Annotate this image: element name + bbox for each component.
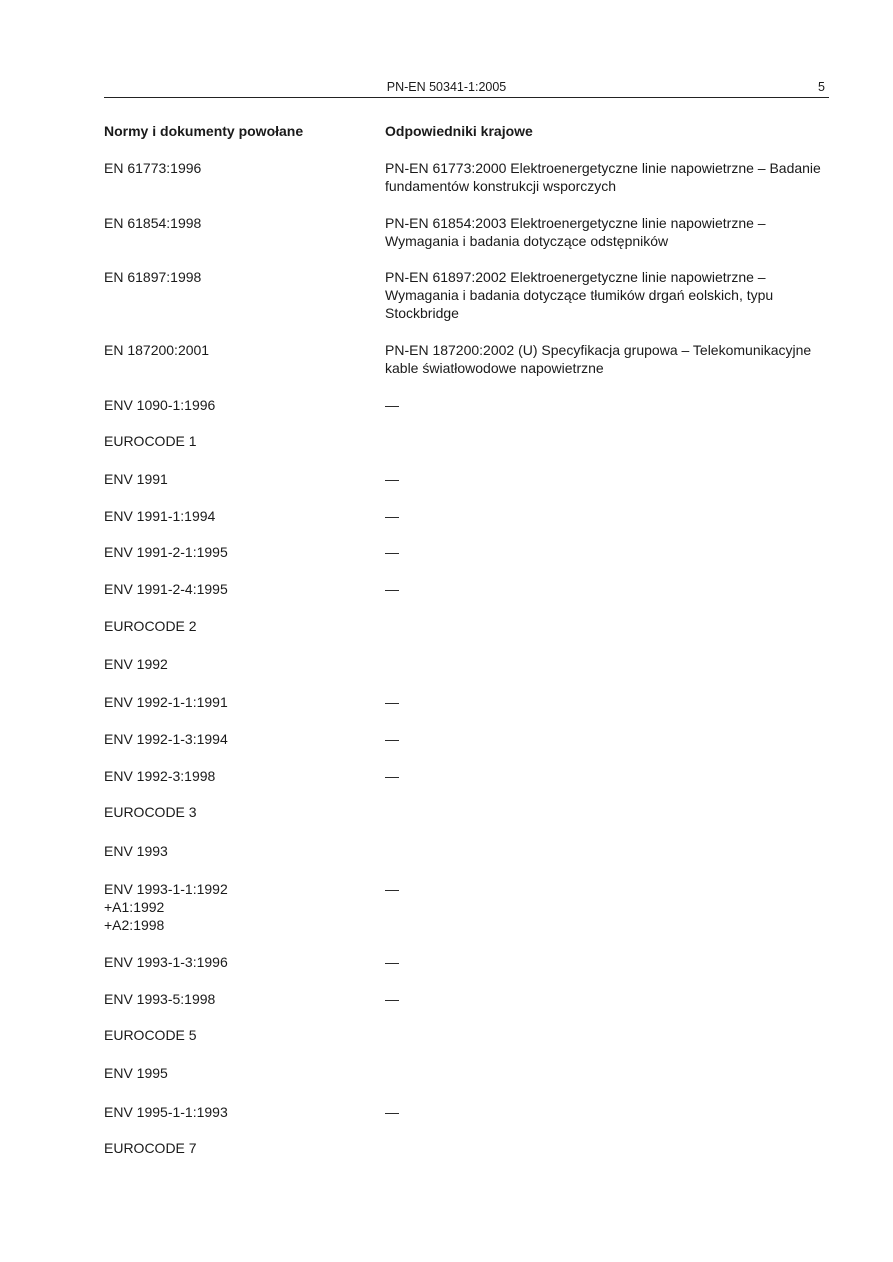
row-left-2: EN 61897:1998 <box>104 269 202 285</box>
row-right-8: — <box>385 544 399 560</box>
row-left-22: ENV 1995-1-1:1993 <box>104 1104 228 1120</box>
row-right-22: — <box>385 1104 399 1120</box>
row-left-17 <box>104 880 364 934</box>
row-left-23: EUROCODE 7 <box>104 1140 197 1156</box>
row-left-12: ENV 1992-1-1:1991 <box>104 694 228 710</box>
row-left-8: ENV 1991-2-1:1995 <box>104 544 228 560</box>
row-left-18: ENV 1993-1-3:1996 <box>104 954 228 970</box>
header-rule <box>104 97 829 98</box>
row-right-9: — <box>385 581 399 597</box>
row-left-10: EUROCODE 2 <box>104 618 197 634</box>
row-right-19: — <box>385 991 399 1007</box>
row-left-5: EUROCODE 1 <box>104 433 197 449</box>
column-header-right: Odpowiedniki krajowe <box>385 123 533 139</box>
row-left-1: EN 61854:1998 <box>104 215 202 231</box>
row-right-1: PN-EN 61854:2003 Elektroenergetyczne linie napowietrzne – Wymagania i badania dotyczące odstępników <box>385 215 766 249</box>
row-left-17-line1: ENV 1993-1-1:1992 <box>104 881 228 897</box>
row-left-7: ENV 1991-1:1994 <box>104 508 216 524</box>
row-left-20: EUROCODE 5 <box>104 1027 197 1043</box>
row-left-17-line3: +A2:1998 <box>104 917 165 933</box>
row-right-2: PN-EN 61897:2002 Elektroenergetyczne linie napowietrzne – Wymagania i badania dotyczące tłumików drgań eolskich, typu Stockbridge <box>385 269 774 321</box>
row-right-7: — <box>385 508 399 524</box>
row-left-3: EN 187200:2001 <box>104 342 210 358</box>
row-right-18: — <box>385 954 399 970</box>
page-number: 5 <box>818 80 825 94</box>
row-left-19: ENV 1993-5:1998 <box>104 991 216 1007</box>
row-right-3: PN-EN 187200:2002 (U) Specyfikacja grupowa – Telekomunikacyjne kable światłowodowe napowietrzne <box>385 342 812 376</box>
row-right-14: — <box>385 768 399 784</box>
row-left-17-line2: +A1:1992 <box>104 899 165 915</box>
row-right-17: — <box>385 881 399 897</box>
row-left-14: ENV 1992-3:1998 <box>104 768 216 784</box>
page-header-title: PN-EN 50341-1:2005 <box>386 80 507 94</box>
row-left-21: ENV 1995 <box>104 1065 168 1081</box>
row-left-9: ENV 1991-2-4:1995 <box>104 581 228 597</box>
row-left-16: ENV 1993 <box>104 843 168 859</box>
row-left-4: ENV 1090-1:1996 <box>104 397 216 413</box>
row-right-4: — <box>385 397 399 413</box>
row-right-12: — <box>385 694 399 710</box>
row-left-11: ENV 1992 <box>104 656 168 672</box>
row-left-6: ENV 1991 <box>104 471 168 487</box>
row-left-0: EN 61773:1996 <box>104 160 202 176</box>
row-left-15: EUROCODE 3 <box>104 804 197 820</box>
row-left-13: ENV 1992-1-3:1994 <box>104 731 228 747</box>
row-right-13: — <box>385 731 399 747</box>
column-header-left: Normy i dokumenty powołane <box>104 123 304 139</box>
row-right-0: PN-EN 61773:2000 Elektroenergetyczne linie napowietrzne – Badanie fundamentów konstrukcji wsporczych <box>385 160 821 194</box>
row-right-6: — <box>385 471 399 487</box>
